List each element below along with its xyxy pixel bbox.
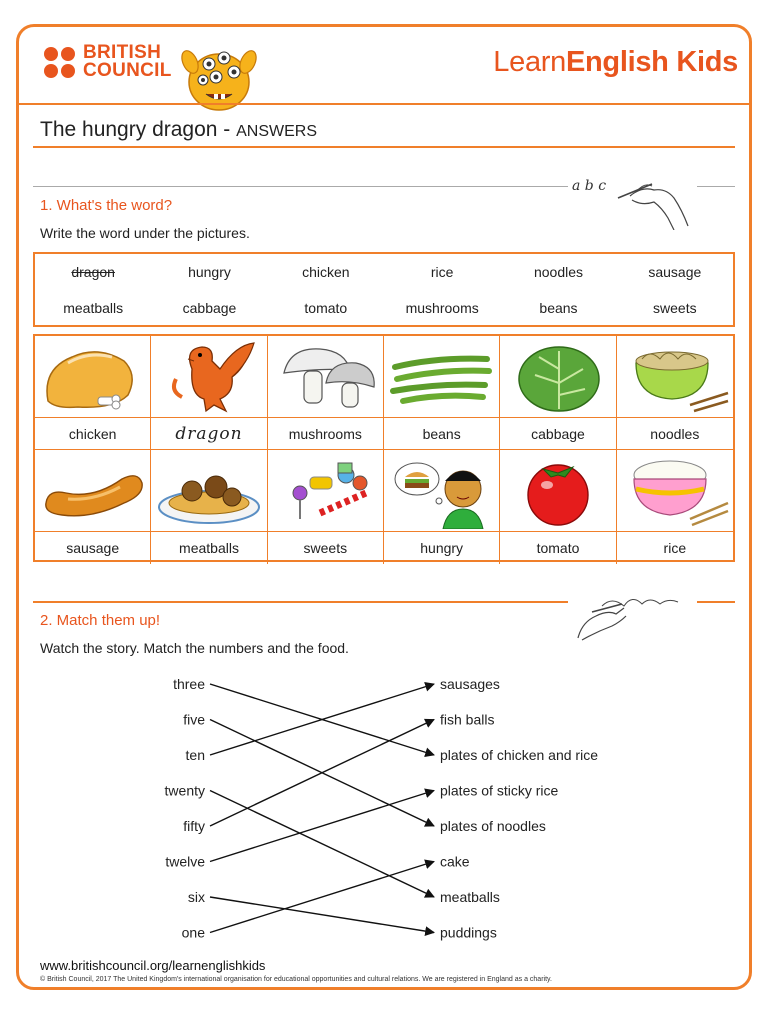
- picture-label: noodles: [617, 418, 733, 450]
- sweets-picture: [268, 450, 384, 532]
- site-name-bold: English Kids: [565, 46, 738, 78]
- picture-label: rice: [663, 540, 687, 556]
- section1-rule: [33, 186, 568, 187]
- match-line: [210, 791, 434, 862]
- section1-rule-end: [697, 186, 735, 187]
- picture-label: tomato: [500, 532, 616, 564]
- sausage-picture: [35, 450, 151, 532]
- match-line: [210, 897, 434, 933]
- title-suffix: ANSWERS: [236, 123, 318, 140]
- word-bank-item: noodles: [533, 264, 584, 280]
- word-bank-item: mushrooms: [405, 300, 479, 316]
- title-main: The hungry dragon -: [40, 118, 237, 141]
- matching-exercise: [0, 665, 768, 955]
- footer-url: www.britishcouncil.org/learnenglishkids: [40, 958, 266, 973]
- food-label: plates of chicken and rice: [440, 747, 598, 763]
- number-label: ten: [185, 747, 205, 763]
- section2-instruction: Watch the story. Match the numbers and the food.: [40, 640, 349, 656]
- word-bank-item: cabbage: [182, 300, 237, 316]
- number-label: twelve: [165, 853, 205, 870]
- picture-label: beans: [384, 418, 500, 450]
- section1-instruction: Write the word under the pictures.: [40, 225, 250, 241]
- word-bank-item: sausage: [648, 264, 702, 280]
- number-label: six: [187, 889, 205, 905]
- food-label: plates of sticky rice: [440, 782, 559, 799]
- tomato-picture: [500, 450, 616, 532]
- page-title: [40, 118, 317, 142]
- number-label: three: [173, 676, 205, 692]
- word-bank-grid: [35, 254, 733, 326]
- word-bank-item: hungry: [188, 264, 231, 280]
- word-bank-item: dragon: [71, 264, 115, 280]
- dragon-picture: [151, 336, 267, 418]
- abc-letters: a b c: [572, 178, 607, 194]
- title-underline: [33, 146, 735, 148]
- noodles-picture: [617, 336, 733, 418]
- picture-label: chicken: [35, 418, 151, 450]
- picture-label: meatballs: [151, 532, 267, 564]
- meatballs-picture: [151, 450, 267, 532]
- food-label: sausages: [440, 676, 500, 692]
- word-bank-item: tomato: [304, 300, 348, 316]
- food-label: puddings: [440, 924, 497, 941]
- brand-line-2: COUNCIL: [83, 60, 172, 81]
- hungry-boy-picture: [384, 450, 500, 532]
- picture-label: mushrooms: [268, 418, 384, 450]
- chicken-picture: [35, 336, 151, 418]
- number-labels: [165, 676, 206, 941]
- british-council-logo: [44, 44, 172, 80]
- word-bank-item: beans: [539, 300, 578, 316]
- cabbage-picture: [500, 336, 616, 418]
- picture-label: cabbage: [500, 418, 616, 450]
- food-label: cake: [440, 853, 470, 870]
- section2-rule: [33, 601, 568, 603]
- food-label: fish balls: [440, 711, 495, 728]
- picture-label: sausage: [35, 532, 151, 564]
- number-label: one: [181, 924, 205, 941]
- section2-rule-end: [697, 601, 735, 603]
- word-bank-item: chicken: [302, 264, 350, 280]
- food-label: plates of noodles: [440, 818, 546, 834]
- number-label: five: [183, 711, 205, 728]
- picture-grid: [33, 334, 735, 562]
- rice-picture: [617, 450, 733, 532]
- drawing-hand-icon: [572, 586, 692, 642]
- match-line: [210, 791, 434, 898]
- word-bank-item: rice: [430, 264, 454, 280]
- word-bank: [33, 252, 735, 327]
- match-lines: [210, 684, 434, 933]
- beans-picture: [384, 336, 500, 418]
- food-label: meatballs: [440, 889, 500, 905]
- picture-label: hungry: [384, 532, 500, 564]
- picture-label: sweets: [268, 532, 384, 564]
- picture-label-handwritten: dragon: [151, 418, 267, 450]
- british-council-dots-icon: [44, 47, 75, 78]
- brand-line-1: BRITISH: [83, 42, 162, 63]
- food-labels: [440, 676, 598, 941]
- footer-copyright: © British Council, 2017 The United Kingdom's international organisation for educational opportunities and cultural relations. We are registered in England as a charity.: [40, 976, 552, 983]
- match-line: [210, 862, 434, 933]
- word-bank-item: sweets: [653, 300, 697, 316]
- learnenglish-kids-logo: [493, 46, 738, 79]
- site-name-light: Learn: [493, 46, 566, 78]
- brand-text: [83, 44, 172, 80]
- monster-mascot-icon: [176, 30, 262, 114]
- section1-heading: 1. What's the word?: [40, 197, 173, 214]
- mushrooms-picture: [268, 336, 384, 418]
- header-divider: [19, 103, 749, 105]
- number-label: twenty: [164, 782, 205, 799]
- number-label: fifty: [183, 818, 205, 834]
- section2-heading: 2. Match them up!: [40, 612, 161, 629]
- writing-hand-icon: [612, 168, 692, 230]
- word-bank-item: meatballs: [63, 300, 124, 316]
